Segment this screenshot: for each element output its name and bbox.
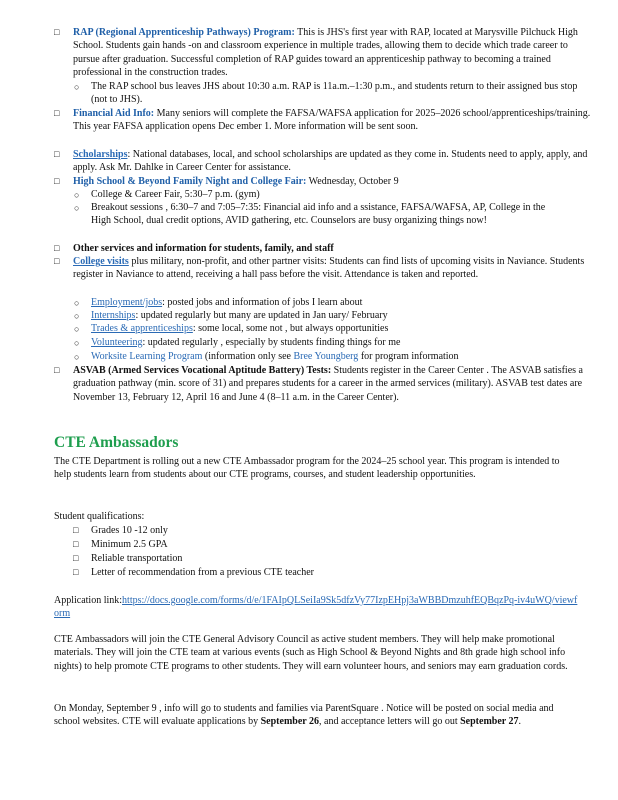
internships-link[interactable]: Internships — [91, 310, 136, 321]
qualification-item: Letter of recommendation from a previous CTE teacher — [91, 567, 314, 578]
final-text-c: . — [518, 716, 522, 728]
square-bullet-icon: □ — [73, 539, 79, 549]
square-bullet-icon: □ — [54, 27, 60, 37]
family-night-date: Wednesday, October 9 — [306, 176, 399, 187]
square-bullet-icon: □ — [73, 553, 79, 563]
qualification-item: Reliable transportation — [91, 553, 183, 564]
rap-bus-text: The RAP school bus leaves JHS about 10:30 a.m. RAP is 11a.m.–1:30 p.m., and students return to their assigned bus stop (not to JHS). — [91, 81, 578, 106]
other-services-heading: Other services and information for students, family, and staff — [73, 243, 334, 254]
asvab-text: Students register in the Career Center . The ASVAB satisfies a graduation pathway (min. score of 31) and prepares students for a career in the armed services (military). ASVAB test dates are November 13, February 12, April 16 and June 4 (8–11 a.m. in the Career Center). — [73, 365, 583, 403]
square-bullet-icon: □ — [54, 176, 60, 186]
college-visits-link[interactable]: College visits — [73, 256, 129, 267]
asvab-title: ASVAB (Armed Services Vocational Aptitude Battery) Tests: — [73, 365, 332, 376]
worksite-program-label: Worksite Learning Program — [91, 351, 203, 362]
circle-bullet-icon: ○ — [74, 190, 80, 200]
college-visits-text: plus military, non-profit, and other partner visits: Students can find lists of upcoming visits in Naviance. Students register in Naviance to attend, receiving a hall pass before the visit. Attendance is taken and reported. — [73, 256, 585, 281]
rap-text: This is JHS's first year with RAP, located at Marysville Pilchuck High School. Students gain hands -on and classroom experience in multiple trades, allowing them to decide which trade career to pursue after graduation. Successful completion of RAP guides toward an apprenticeship pathway to becoming a trained professional in the construction trades. — [73, 27, 578, 79]
worksite-info: (information only see — [202, 351, 294, 362]
final-paragraph — [54, 702, 579, 729]
square-bullet-icon: □ — [54, 365, 60, 375]
circle-bullet-icon: ○ — [74, 82, 80, 92]
circle-bullet-icon: ○ — [74, 203, 80, 213]
financial-aid-title: Financial Aid Info: — [73, 108, 155, 119]
cte-ambassadors-heading: CTE Ambassadors — [54, 434, 179, 451]
worksite-end: for program information — [358, 351, 459, 362]
circle-bullet-icon: ○ — [74, 311, 80, 321]
scholarships-link[interactable]: Scholarships — [73, 149, 128, 160]
volunteering-text: : updated regularly , especially by students finding things for me — [142, 337, 401, 348]
square-bullet-icon: □ — [54, 243, 60, 253]
internships-text: : updated regularly but many are updated in Jan uary/ February — [135, 310, 388, 321]
circle-bullet-icon: ○ — [74, 338, 80, 348]
square-bullet-icon: □ — [54, 149, 60, 159]
volunteering-link[interactable]: Volunteering — [91, 337, 143, 348]
scholarships-text: : National databases, local, and school scholarships are updated as they come in. Students need to apply, apply, and apply. Ask Mr. Dahlke in Career Center for assistance. — [73, 149, 588, 174]
college-fair-text: College & Career Fair, 5:30–7 p.m. (gym) — [91, 189, 260, 200]
acceptance-date: September 27 — [460, 716, 519, 728]
cte-intro-paragraph: The CTE Department is rolling out a new CTE Ambassador program for the 2024–25 school year. This program is intended to help students learn from students about our CTE programs, courses, and student leadership opportunities. — [54, 456, 560, 481]
trades-link[interactable]: Trades & apprenticeships — [91, 323, 193, 334]
qualification-item: Grades 10 -12 only — [91, 525, 168, 536]
application-link-line — [54, 594, 579, 621]
employment-link[interactable]: Employment/jobs — [91, 297, 163, 308]
qualifications-label: Student qualifications: — [54, 511, 145, 522]
application-link-label: Application link: — [54, 595, 123, 606]
employment-text: : posted jobs and information of jobs I learn about — [162, 297, 363, 308]
breakout-text: Breakout sessions , 6:30–7 and 7:05–7:35: Financial aid info and a ssistance, FAFSA/WAFSA, AP, College in the High School, dual credit options, AVID gathering, etc. Counselors are busy organizing things now! — [91, 202, 546, 227]
financial-aid-text: Many seniors will complete the FAFSA/WAFSA application for 2025–2026 school/apprenticeships/training. This year FAFSA application opens Dec ember 1. More information will be sent soon. — [73, 108, 591, 133]
council-paragraph: CTE Ambassadors will join the CTE General Advisory Council as active student members. They will help make promotional materials. They will join the CTE team at various events (such as High School & Beyond Nights and 8th grade high school info nights) to help promote CTE programs to other students. They will earn volunteer hours, and seniors may earn graduation cords. — [54, 634, 568, 672]
application-link[interactable]: https://docs.google.com/forms/d/e/1FAIpQLSeiIa9Sk5dfzVy77IzpEHpj3aWBBDmzuhfEQBqzPq-iv4uWQ/viewform — [54, 595, 578, 620]
family-night-title: High School & Beyond Family Night and College Fair: — [73, 176, 307, 187]
circle-bullet-icon: ○ — [74, 324, 80, 334]
worksite-contact-name[interactable]: Bree Youngberg — [293, 351, 359, 362]
rap-title: RAP (Regional Apprenticeship Pathways) Program: — [73, 27, 295, 38]
final-text-a: On Monday, September 9 , info will go to students and families via ParentSquare . Notice will be posted on social media and school websites. CTE will evaluate applications by — [54, 703, 554, 728]
circle-bullet-icon: ○ — [74, 352, 80, 362]
square-bullet-icon: □ — [73, 525, 79, 535]
qualification-item: Minimum 2.5 GPA — [91, 539, 168, 550]
square-bullet-icon: □ — [54, 256, 60, 266]
trades-text: : some local, some not , but always opportunities — [192, 323, 389, 334]
square-bullet-icon: □ — [54, 108, 60, 118]
circle-bullet-icon: ○ — [74, 298, 80, 308]
square-bullet-icon: □ — [73, 567, 79, 577]
final-text-b: , and acceptance letters will go out — [319, 716, 461, 728]
application-deadline: September 26 — [260, 716, 320, 728]
